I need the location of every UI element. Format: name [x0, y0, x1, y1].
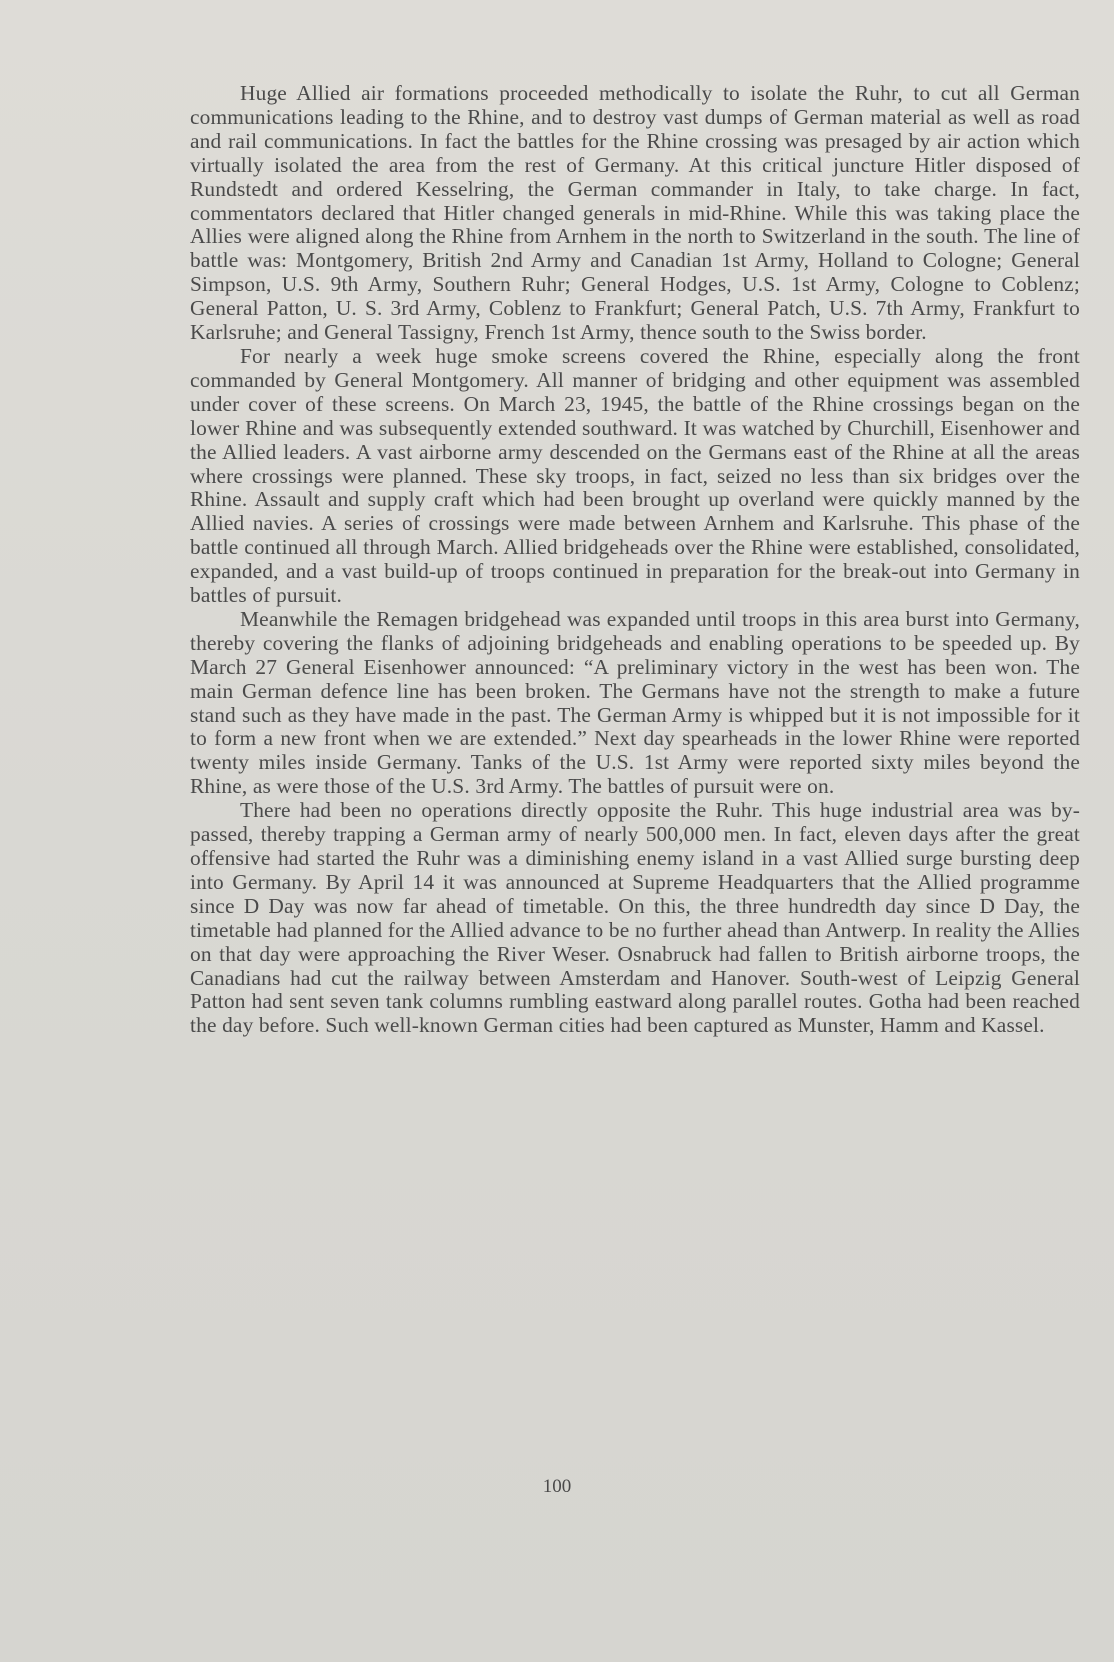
paragraph-4: There had been no operations directly opposite the Ruhr. This huge industrial area was by-passed, thereby trapping a German army of nearly 500,000 men. In fact, eleven days after the great offensive had started the Ruhr was a diminishing enemy island in a vast Allied surge bursting deep into Germany. By April 14 it was announced at Supreme Headquarters that the Allied programme since D Day was now far ahead of timetable. On this, the three hundredth day since D Day, the timetable had planned for the Allied advance to be no further ahead than Antwerp. In reality the Allies on that day were approaching the River Weser. Osnabruck had fallen to British airborne troops, the Canadians had cut the railway between Amsterdam and Hanover. South-west of Leipzig General Patton had sent seven tank columns rumbling eastward along parallel routes. Gotha had been reached the day before. Such well-known German cities had been captured as Munster, Hamm and Kassel. — [190, 798, 1080, 1038]
body-text — [190, 82, 1080, 1038]
page-number: 100 — [542, 1476, 572, 1497]
paragraph-1: Huge Allied air formations proceeded methodically to isolate the Ruhr, to cut all German communications leading to the Rhine, and to destroy vast dumps of German material as well as road and rail communications. In fact the battles for the Rhine crossing was presaged by air action which virtually isolated the area from the rest of Germany. At this critical juncture Hitler disposed of Rundstedt and ordered Kesselring, the German commander in Italy, to take charge. In fact, commentators declared that Hitler changed generals in mid-Rhine. While this was taking place the Allies were aligned along the Rhine from Arnhem in the north to Switzerland in the south. The line of battle was: Montgomery, British 2nd Army and Canadian 1st Army, Holland to Cologne; General Simpson, U.S. 9th Army, Southern Ruhr; General Hodges, U.S. 1st Army, Cologne to Coblenz; General Patton, U. S. 3rd Army, Coblenz to Frankfurt; General Patch, U.S. 7th Army, Frankfurt to Karlsruhe; and General Tassigny, French 1st Army, thence south to the Swiss border. — [190, 81, 1080, 345]
paragraph-2: For nearly a week huge smoke screens covered the Rhine, especially along the front commanded by General Montgomery. All manner of bridging and other equipment was assembled under cover of these screens. On March 23, 1945, the battle of the Rhine crossings began on the lower Rhine and was subsequently extended southward. It was watched by Churchill, Eisenhower and the Allied leaders. A vast airborne army descended on the Germans east of the Rhine at all the areas where crossings were planned. These sky troops, in fact, seized no less than six bridges over the Rhine. Assault and supply craft which had been brought up overland were quickly manned by the Allied navies. A series of crossings were made between Arnhem and Karlsruhe. This phase of the battle continued all through March. Allied bridgeheads over the Rhine were established, consolidated, expanded, and a vast build-up of troops continued in preparation for the break-out into Germany in battles of pursuit. — [190, 343, 1080, 608]
paragraph-3: Meanwhile the Remagen bridgehead was expanded until troops in this area burst into Germany, thereby covering the flanks of adjoining bridgeheads and enabling operations to be speeded up. By March 27 General Eisenhower announced: “A preliminary victory in the west has been won. The main German defence line has been broken. The Germans have not the strength to make a future stand such as they have made in the past. The German Army is whipped but it is not impossible for it to form a new front when we are extended.” Next day spearheads in the lower Rhine were reported twenty miles inside Germany. Tanks of the U.S. 1st Army were reported sixty miles beyond the Rhine, as were those of the U.S. 3rd Army. The battles of pursuit were on. — [190, 606, 1080, 799]
